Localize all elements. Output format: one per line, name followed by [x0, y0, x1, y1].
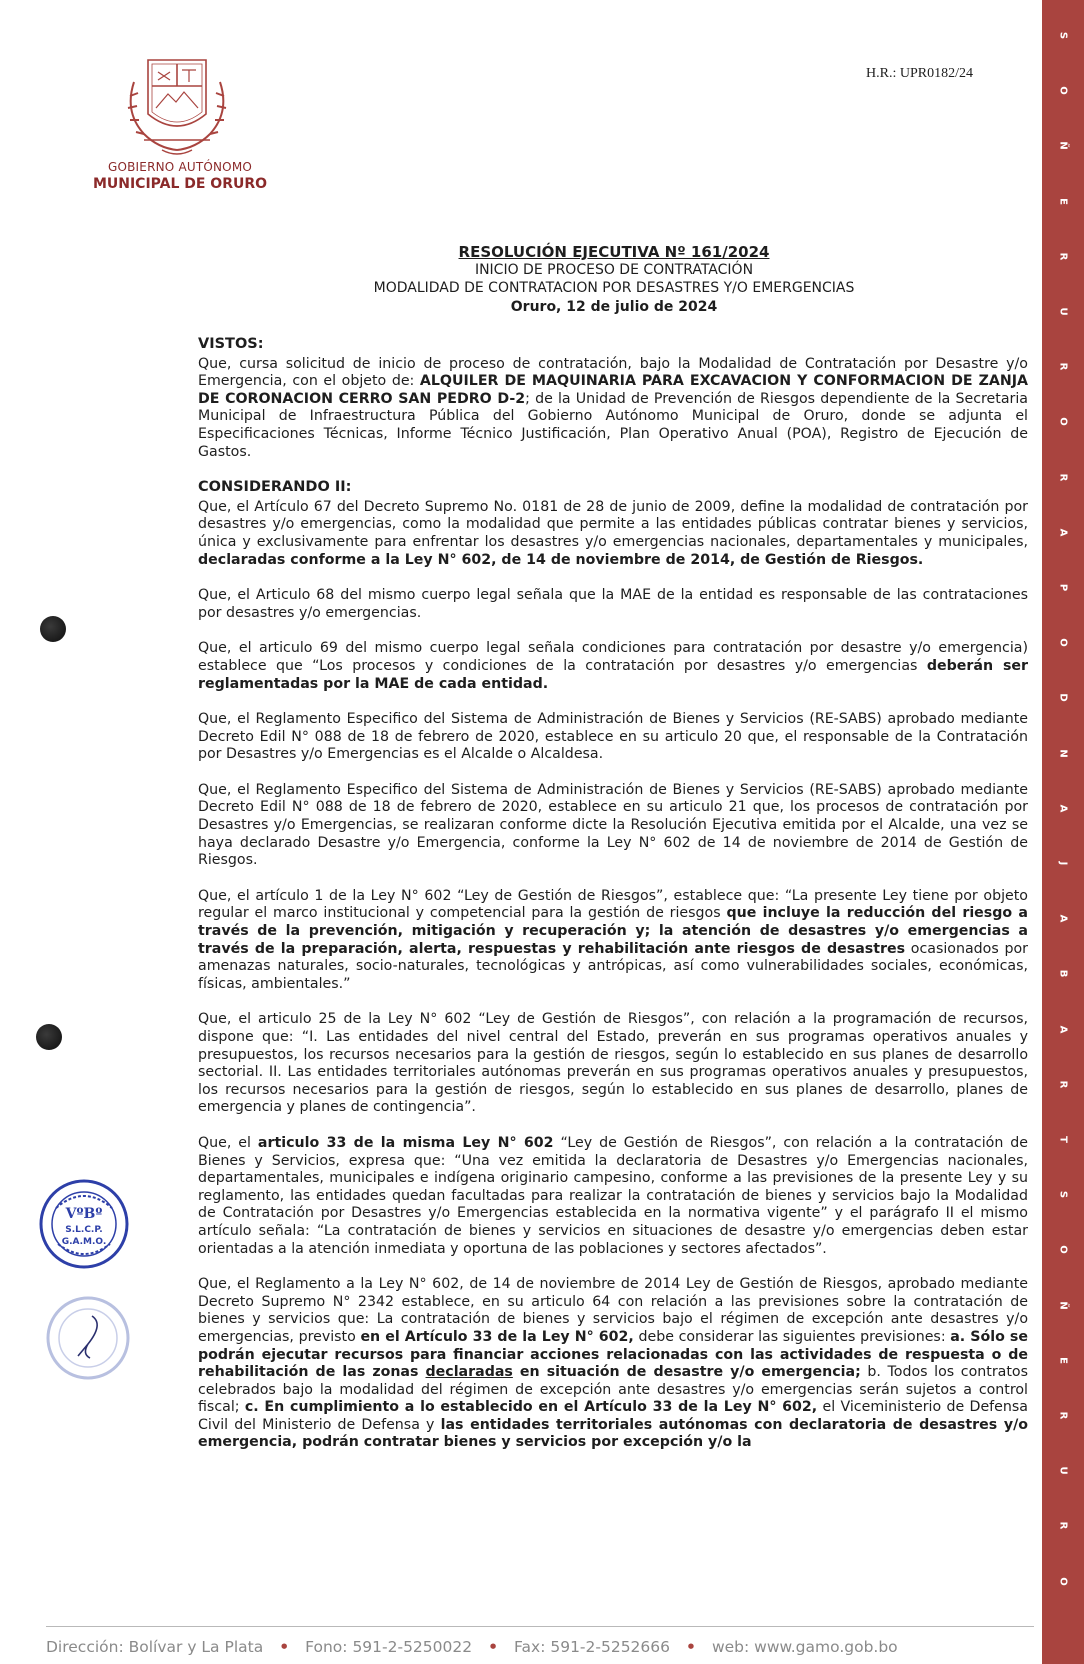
side-strip-letter: A	[1057, 1025, 1069, 1033]
side-strip-letter: A	[1057, 914, 1069, 923]
resolution-date: Oruro, 12 de julio de 2024	[510, 299, 718, 315]
side-strip-letter: O	[1057, 638, 1069, 647]
footer-contact	[46, 1638, 898, 1656]
faded-stamp-signature-icon	[44, 1294, 132, 1382]
side-strip-letter: J	[1057, 861, 1069, 866]
footer	[0, 1626, 1042, 1664]
footer-fax: Fax: 591-2-5252666	[514, 1638, 671, 1656]
paragraph-reglamento-art64: Que, el Reglamento a la Ley N° 602, de 14 de noviembre de 2014 Ley de Gestión de Riesgos, aprobado mediante Decreto Supremo N° 2342 establece, en su articulo 64 con relación a las previsiones sobre la contratación de bienes y servicios que: La contratación de bienes y servicios bajo el régimen de excepción ante desastres y/o emergencias, previsto en el Artículo 33 de la Ley N° 602, debe considerar las siguientes previsiones: a. Sólo se podrán ejecutar recursos para financiar acciones relacionadas con las actividades de respuesta o de rehabilitación de las zonas declaradas en situación de desastre y/o emergencia; b. Todos los contratos celebrados bajo la modalidad del régimen de excepción ante desastres y/o emergencias serán sujetos a control fiscal; c. En cumplimiento a lo establecido en el Artículo 33 de la Ley N° 602, el Viceministerio de Defensa Civil del Ministerio de Defensa y las entidades territoriales autónomas con declaratoria de desastres y/o emergencia, podrán contratar bienes y servicios por excepción y/o la	[198, 1276, 1029, 1451]
svg-text:VºBº: VºBº	[65, 1206, 103, 1222]
paragraph-art68: Que, el Articulo 68 del mismo cuerpo legal señala que la MAE de la entidad es responsable de las contrataciones por desastres y/o emergencias.	[198, 587, 1028, 621]
footer-bullet-2: •	[488, 1638, 499, 1656]
side-strip-letter: T	[1057, 1136, 1069, 1143]
approval-stamp-icon	[38, 1178, 130, 1270]
reference-number: H.R.: UPR0182/24	[866, 66, 973, 81]
side-strip-letter: U	[1057, 1466, 1069, 1475]
side-strip-letter: B	[1057, 970, 1069, 978]
svg-text:G.A.M.O.: G.A.M.O.	[61, 1237, 107, 1247]
side-strip-letter: R	[1057, 362, 1069, 371]
side-strip-letter: R	[1057, 252, 1069, 261]
side-strip-letter: P	[1057, 583, 1069, 592]
document-body	[198, 336, 1028, 1452]
side-strip-letter: Ñ	[1057, 1300, 1069, 1310]
resolution-subtitle-1: INICIO DE PROCESO DE CONTRATACIÓN	[474, 262, 754, 278]
vistos-paragraph: Que, cursa solicitud de inicio de proceso de contratación, bajo la Modalidad de Contratación por Desastre y/o Emergencia, con el objeto de: ALQUILER DE MAQUINARIA PARA EXCAVACION Y CONFORMACION DE ZANJA DE CORONACION CERRO SAN PEDRO D-2; de la Unidad de Prevención de Riesgos dependiente de la Secretaria Municipal de Infraestructura Pública del Gobierno Autónomo Municipal de Oruro, donde se adjunta el Especificaciones Técnicas, Informe Técnico Justificación, Plan Operativo Anual (POA), Registro de Ejecución de Gastos.	[198, 355, 1029, 460]
side-strip-letter: U	[1057, 307, 1069, 316]
svg-text:S.L.C.P.: S.L.C.P.	[65, 1225, 103, 1235]
coat-of-arms-icon	[118, 52, 236, 162]
paragraph-resabs-art20: Que, el Reglamento Especifico del Sistema de Administración de Bienes y Servicios (RE-SABS) aprobado mediante Decreto Edil N° 088 de 18 de febrero de 2020, establece en su articulo 20 que, el responsable de la Contratación por Desastres y/o Emergencias es el Alcalde o Alcaldesa.	[198, 711, 1028, 763]
org-name-line2: MUNICIPAL DE ORURO	[92, 176, 268, 192]
side-strip-letter: O	[1057, 1576, 1069, 1586]
side-strip-letter: E	[1057, 1356, 1069, 1364]
side-strip-letter: A	[1057, 804, 1069, 813]
side-strip-letter: O	[1057, 417, 1069, 427]
side-strip-letter: S	[1057, 31, 1069, 40]
footer-web[interactable]: web: www.gamo.gob.bo	[711, 1638, 898, 1656]
punch-hole-top	[40, 616, 66, 642]
side-strip-letter: R	[1057, 1080, 1069, 1089]
paragraph-ley602-art33: Que, el articulo 33 de la misma Ley N° 602 “Ley de Gestión de Riesgos”, con relación a la contratación de Bienes y Servicios, expresa que: “Una vez emitida la declaratoria de Desastres y/o Emergencias nacionales, departamentales, municipales e indígena originario campesino, conforme a las previsiones de la presente Ley y su reglamento, las entidades quedan facultadas para realizar la contratación de bienes y servicios bajo la Modalidad de Contratación por Desastres y/o Emergencias establecida en la normativa vigente” y el parágrafo II el mismo artículo señala: “La contratación de bienes y servicios en situaciones de desastre y/o emergencias deben estar orientadas a la atención inmediata y oportuna de las poblaciones y sectores afectados”.	[198, 1134, 1029, 1257]
title-block	[196, 244, 1032, 317]
paragraph-resabs-art21: Que, el Reglamento Especifico del Sistema de Administración de Bienes y Servicios (RE-SABS) aprobado mediante Decreto Edil N° 088 de 18 de febrero de 2020, establece en su articulo 21 que, los procesos de contratación por Desastres y/o Emergencias, se realizaran conforme dicte la Resolución Ejecutiva emitida por el Alcalde, una vez se haya declarado Desastre y/o Emergencia, conforme la Ley N° 602 de 14 de noviembre de 2014 de Gestión de Riesgos.	[198, 781, 1028, 869]
considerando-heading: CONSIDERANDO II:	[198, 479, 352, 496]
side-strip-letter: S	[1057, 1191, 1069, 1199]
footer-phone: Fono: 591-2-5250022	[305, 1638, 473, 1656]
side-strip-letter: Ñ	[1057, 141, 1069, 151]
side-strip-letter: R	[1057, 1522, 1069, 1530]
org-name-line1: GOBIERNO AUTÓNOMO	[107, 160, 253, 174]
paragraph-art67: Que, el Artículo 67 del Decreto Supremo No. 0181 de 28 de junio de 2009, define la modalidad de contratación por desastres y/o emergencias, como la modalidad que permite a las entidades públicas contratar bienes y servicios, única y exclusivamente para enfrentar los desastres y/o emergencias nacionales, departamentales y municipales, declaradas conforme a la Ley N° 602, de 14 de noviembre de 2014, de Gestión de Riesgos.	[198, 498, 1028, 568]
footer-bullet-3: •	[686, 1638, 696, 1656]
side-strip-letter: R	[1057, 1411, 1069, 1420]
side-strip-letter: O	[1057, 86, 1069, 95]
resolution-subtitle-2: MODALIDAD DE CONTRATACION POR DESASTRES Y/O EMERGENCIAS	[373, 280, 855, 296]
side-strip-letter: O	[1057, 1245, 1069, 1255]
side-strip-letter: N	[1057, 748, 1069, 758]
resolution-title: RESOLUCIÓN EJECUTIVA Nº 161/2024	[458, 243, 770, 261]
vistos-heading: VISTOS:	[198, 336, 264, 352]
footer-bullet-1: •	[279, 1638, 290, 1656]
footer-divider	[46, 1626, 1034, 1627]
paragraph-art69: Que, el articulo 69 del mismo cuerpo legal señala condiciones para contratación por desastre y/o emergencia) establece que “Los procesos y condiciones de la contratación por desastres y/o emergencias deberán ser reglamentadas por la MAE de cada entidad.	[198, 640, 1029, 692]
paragraph-ley602-art1: Que, el artículo 1 de la Ley N° 602 “Ley de Gestión de Riesgos”, establece que: “La presente Ley tiene por objeto regular el marco institucional y competencial para la gestión de riesgos que incluye la reducción del riesgo a través de la prevención, mitigación y recuperación y; la atención de desastres y/o emergencias a través de la preparación, alerta, respuestas y rehabilitación ante riesgos de desastres ocasionados por amenazas naturales, socio-naturales, tecnológicas y antrópicas, así como vulnerabilidades sociales, económicas, físicas, ambientales.”	[198, 887, 1028, 992]
side-strip-letter: E	[1057, 197, 1069, 205]
side-strip-letter: R	[1057, 473, 1069, 481]
footer-address: Dirección: Bolívar y La Plata	[46, 1638, 264, 1656]
punch-hole-bottom	[36, 1024, 62, 1050]
side-strip-letter: A	[1057, 528, 1069, 537]
side-strip-letter: D	[1057, 693, 1069, 703]
side-strip	[1042, 0, 1084, 1664]
paragraph-ley602-art25: Que, el articulo 25 de la Ley N° 602 “Ley de Gestión de Riesgos”, con relación a la programación de recursos, dispone que: “I. Las entidades del nivel central del Estado, preverán en sus programas operativos anuales y presupuestos, los recursos necesarios para la gestión de riesgos, según lo establecido en sus planes de desarrollo sectorial. II. Las entidades territoriales autónomas preverán en sus programas operativos anuales y presupuestos, los recursos necesarios para la gestión de riesgos, según lo establecido en sus planes de desarrollo, planes de emergencia y planes de contingencia”.	[198, 1011, 1028, 1116]
